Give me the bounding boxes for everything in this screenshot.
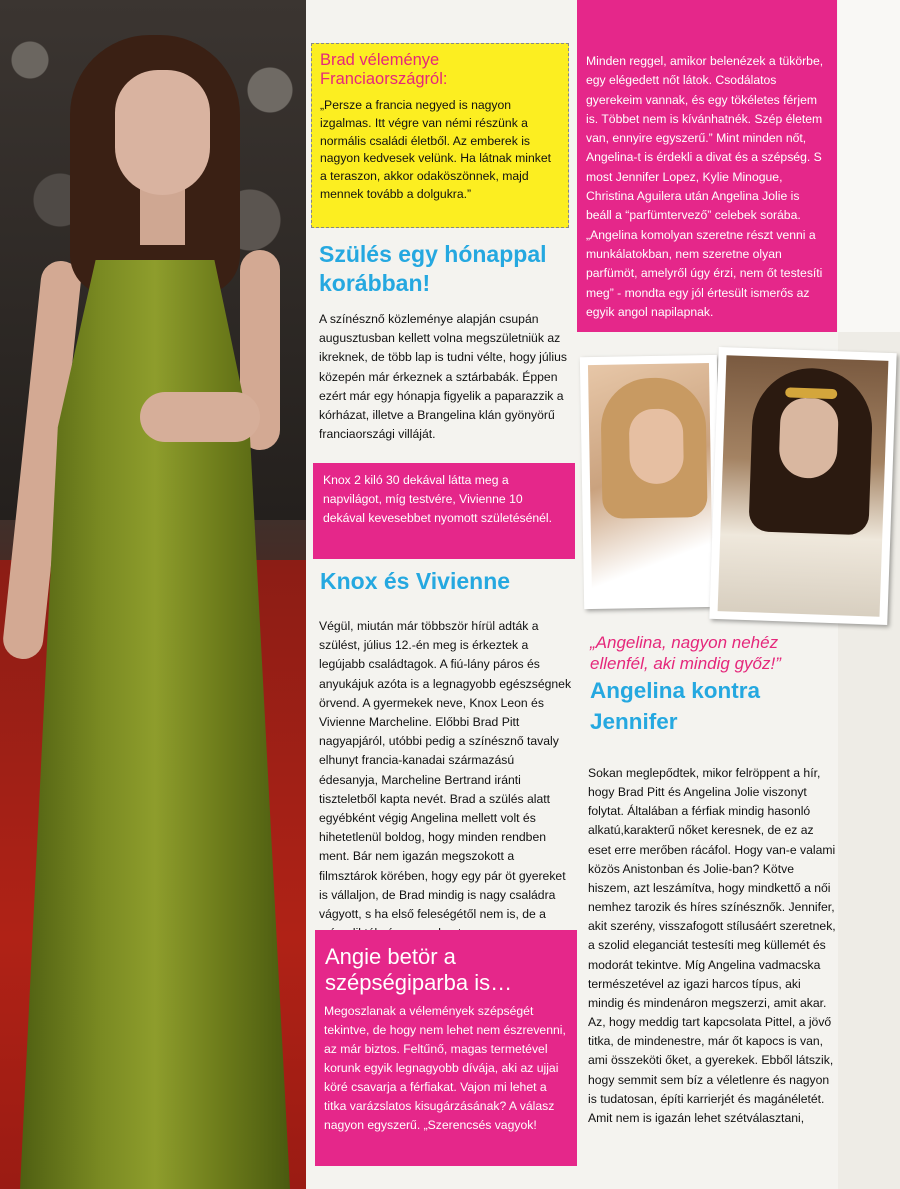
face [115,70,210,195]
perfume-body: Minden reggel, amikor belenézek a tükörbe, egy elégedett nőt látok. Csodálatos gyerekeim vannak, és egy tökéletes férjem is. Többet nem is kívánhatnék. Szép életem van, ennyire egyszerű.” Mint minden nőt, Angelina-t is érdekli a divat és a szépség. S most Jennifer Lopez, Kylie Minogue, Christina Aguilera után Angelina Jolie is beáll a “parfümtervező” celebek sorába. „Angelina komolyan szeretne részt venni a munkálatokban, nem szeretne olyan parfümöt, amelyről úgy érzi, nem őt testesíti meg” - mondta egy jól értesült ismerős az egyik angol napilapnak. [586,54,824,319]
birth-heading: Szülés egy hónappal korábban! [319,241,547,296]
knox-weight-box [313,463,575,559]
jennifer-face [629,408,684,484]
brad-box-title-line1: Brad véleménye [320,51,440,69]
versus-body: Sokan meglepődtek, mikor felröppent a hír, hogy Brad Pitt és Angelina Jolie viszonyt folytat. Általában a férfiak mindig hasonló alkatú,karakterű nőket keresnek, de ez az eset erre merőben rácáfol. Hogy van-e valami közös Anistonban és Jolie-ban? Kötve hiszem, azt leszámítva, hogy mindkettő a női nemhez tarozik és híres színésznők. Jennifer, akit szerény, visszafogott stílusáért szeretnek, a szolid eleganciát testesíti meg küllemét és modorát tekintve. Míg Angelina vadmacska természetével az igazi harcos típus, aki mindig és mindenáron megszerzi, amit akar. Az, hogy meddig tart kapcsolata Pittel, a jövő titka, de mindenestre, már őt kapocs is van, ami összeköti őket, a gyerekek. Ebből látszik, hogy semmit sem bíz a véletlenre és nagyon is tudatosan, építi karrierjét és magánéletét. Amit nem is igazán lehet szétválasztani, [588,766,836,1125]
angelina-tiara [785,387,837,399]
photo-pair [582,350,894,625]
perfume-box [577,0,837,332]
birth-body: A színésznő közleménye alapján csupán augusztusban kellett volna megszületniük az ikreknek, de több lap is tudni vélte, hogy július közepén már érkeznek a sztárbabák. Éppen ezért már egy hónapja figyelik a paparazzik a kórházat, illetve a Brangelina klán gyönyörű franciaországi villáját. [319,312,567,442]
versus-heading-line2: Jennifer [590,709,678,734]
page-edge-top [838,0,900,332]
hand-on-belly [140,392,260,442]
beauty-heading-line1: Angie betör a [325,944,456,969]
brad-opinion-box [311,43,569,228]
angelina-face [778,397,839,479]
versus-heading-line1: Angelina kontra [590,678,761,703]
brad-box-title-line2: Franciaországról: [320,70,448,88]
quote-block [590,632,838,736]
brad-box-body: „Persze a francia negyed is nagyon izgalmas. Itt végre van némi részünk a normális családi életből. Az emberek is nagyon kedvesek velünk. Ha látnak minket a teraszon, akkor odaköszönnek, majd mennek tovább a dolgukra.” [320,98,552,201]
pull-quote: „Angelina, nagyon nehéz ellenfél, aki mindig győz!” [590,633,781,673]
beauty-heading-line2: szépségiparba is… [325,970,513,995]
beauty-industry-box [315,930,577,1166]
knox-weight-text: Knox 2 kiló 30 dekával látta meg a napvilágot, míg testvére, Vivienne 10 dekával kevesebbet nyomott születésénél. [323,473,552,526]
angelina-picture [718,355,889,616]
jennifer-photo [580,355,721,609]
angelina-photo [709,347,896,625]
red-carpet-photo [0,0,306,1189]
knox-vivienne-heading: Knox és Vivienne [320,568,511,594]
knox-vivienne-body: Végül, miután már többször hírül adták a szülést, július 12.-én meg is érkeztek a legújabb családtagok. A fiú-lány páros és anyukájuk azóta is a legnagyobb egészségnek örvend. A gyermekek neve, Knox Leon és Vivienne Marcheline. Előbbi Brad Pitt nagyapjáról, utóbbi pedig a színésznő tavaly elhunyt francia-kanadai származású édesanyja, Marcheline Bertrand iránti tiszteletből kapta nevét. Brad a szülés alatt egyébként végig Angelina mellett volt és hihetetlenül boldog, hogy minden rendben ment. Bár nem igazán megszokott a filmsztárok körében, hogy egy pár öt gyereket is vállaljon, de Brad mindig is nagy családra vágyott, s ha első feleségétől nem is, de a [319,619,572,922]
jennifer-picture [588,363,713,601]
beauty-body: Megoszlanak a vélemények szépségét tekintve, de hogy nem lehet nem észrevenni, az már biztos. Feltűnő, magas termetével korunk egyik legnagyobb dívája, aki az ujjai köré csavarja a férfiakat. Vajon mi lehet a titka varázslatos kisugárzásának? A válasz nagyon egyszerű. „Szerencsés vagyok! [324,1004,566,1132]
